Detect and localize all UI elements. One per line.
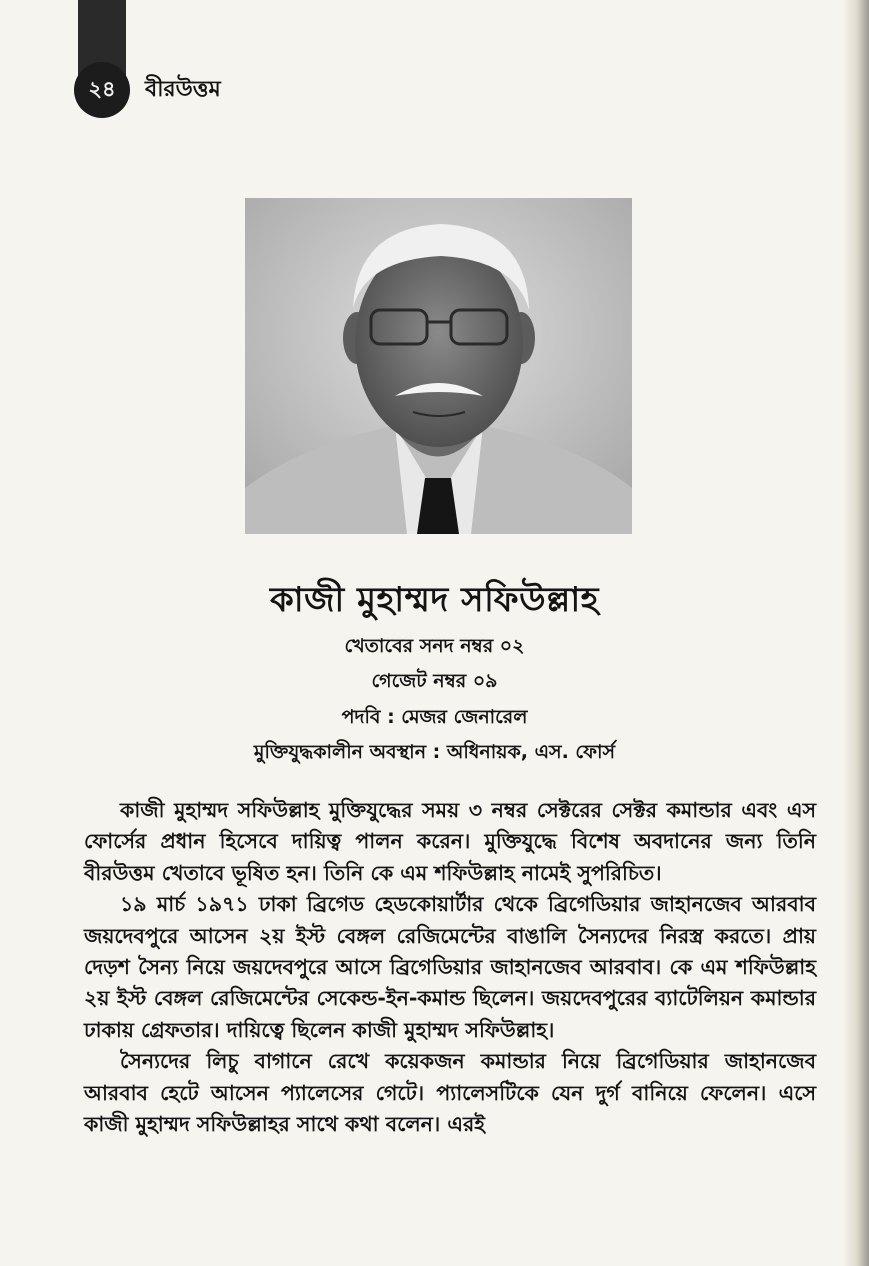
running-title: বীরউত্তম: [145, 77, 221, 102]
person-name: কাজী মুহাম্মদ সফিউল্লাহ: [269, 580, 600, 620]
body-text: [84, 795, 816, 1140]
certificate-number: খেতাবের সনদ নম্বর ০২: [344, 635, 525, 657]
gazette-number: গেজেট নম্বর ০৯: [371, 670, 498, 692]
page-number: ২৪: [88, 76, 116, 101]
paragraph: ১৯ মার্চ ১৯৭১ ঢাকা ব্রিগেড হেডকোয়ার্টার থেকে ব্রিগেডিয়ার জাহানজেব আরবাব জয়দেবপুরে আসেন ২য় ইস্ট বেঙ্গল রেজিমেন্টের বাঙালি সৈন্যদের নিরস্ত্র করতে। প্রায় দেড়শ সৈন্য নিয়ে জয়দেবপুরে আসে ব্রিগেডিয়ার জাহানজেব আরবাব। কে এম শফিউল্লাহ ২য় ইস্ট বেঙ্গল রেজিমেন্টের সেকেন্ড-ইন-কমান্ড ছিলেন। জয়দেবপুরের ব্যাটেলিয়ন কমান্ডার ঢাকায় গ্রেফতার। দায়িত্বে ছিলেন কাজী মুহাম্মদ সফিউল্লাহ।: [84, 892, 816, 1042]
portrait-photo: [245, 198, 632, 534]
wartime-position: মুক্তিযুদ্ধকালীন অবস্থান : অধিনায়ক, এস. ফোর্স: [253, 741, 616, 763]
paragraph: কাজী মুহাম্মদ সফিউল্লাহ মুক্তিযুদ্ধের সময় ৩ নম্বর সেক্টরের সেক্টর কমান্ডার এবং এস ফোর্সের প্রধান হিসেবে দায়িত্ব পালন করেন। মুক্তিযুদ্ধে বিশেষ অবদানের জন্য তিনি বীরউত্তম খেতাবে ভূষিত হন। তিনি কে এম শফিউল্লাহ নামেই সুপরিচিত।: [84, 798, 816, 885]
page-number-badge: [74, 62, 130, 118]
rank: পদবি : মেজর জেনারেল: [341, 706, 528, 728]
paragraph: সৈন্যদের লিচু বাগানে রেখে কয়েকজন কমান্ডার নিয়ে ব্রিগেডিয়ার জাহানজেব আরবাব হেটে আসেন প্যালেসের গেটে। প্যালেসটিকে যেন দুর্গ বানিয়ে ফেলেন। এসে কাজী মুহাম্মদ সফিউল্লাহর সাথে কথা বলেন। এরই: [84, 1049, 816, 1137]
